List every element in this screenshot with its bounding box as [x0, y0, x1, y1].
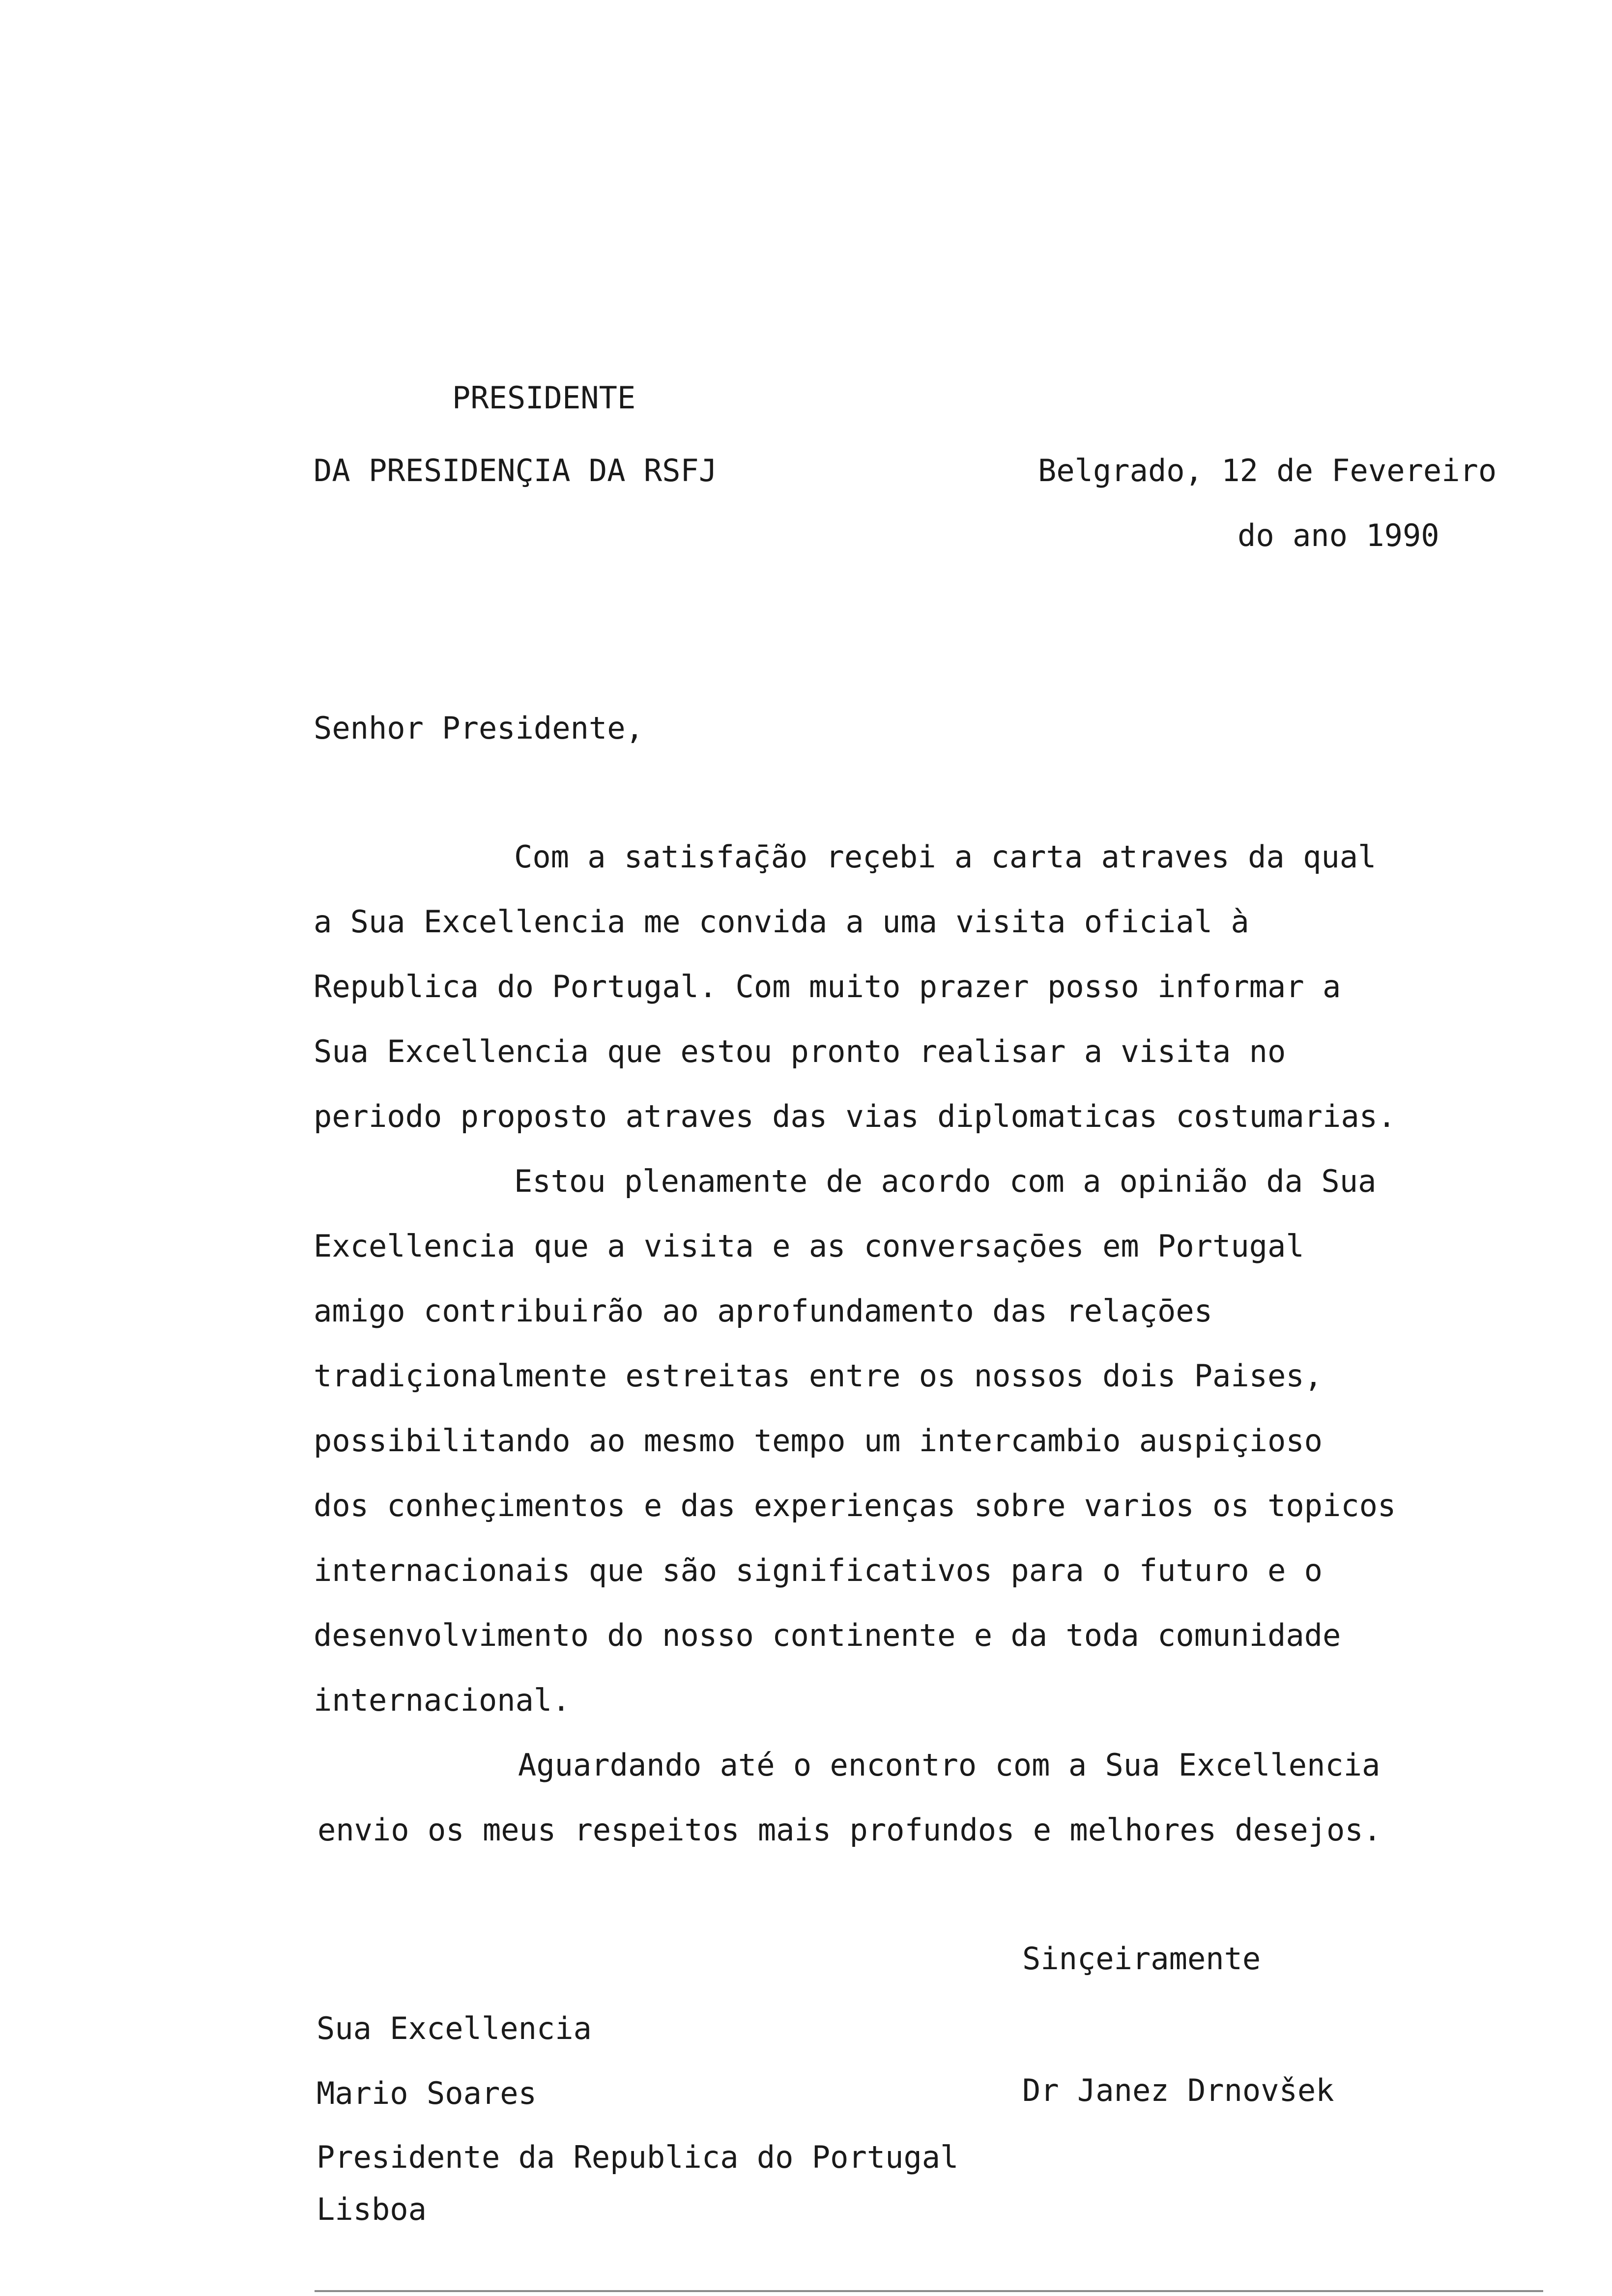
body-line: envio os meus respeitos mais profundos e melhores desejos.: [317, 1812, 1382, 1848]
body-line: amigo contribuirão ao aprofundamento das relaçōes: [314, 1293, 1213, 1329]
page-bottom-rule: [315, 2290, 1543, 2292]
body-line: Excellencia que a visita e as conversaçōes em Portugal: [314, 1228, 1304, 1264]
body-line: tradiçionalmente estreitas entre os nossos dois Paises,: [314, 1358, 1323, 1394]
body-line: dos conheçimentos e das experienças sobre varios os topicos: [314, 1488, 1396, 1523]
body-line: possibilitando ao mesmo tempo um intercambio auspiçioso: [314, 1423, 1323, 1459]
recipient-line-4: Lisboa: [317, 2191, 427, 2227]
signatory-name: Dr Janez Drnovšek: [1022, 2072, 1334, 2108]
date-line-1: Belgrado, 12 de Fevereiro: [1038, 453, 1497, 488]
salutation: Senhor Presidente,: [314, 710, 644, 746]
body-line: desenvolvimento do nosso continente e da toda comunidade: [314, 1617, 1341, 1653]
recipient-line-1: Sua Excellencia: [317, 2010, 592, 2046]
sender-office: DA PRESIDENÇIA DA RSFJ: [314, 453, 718, 488]
recipient-line-3: Presidente da Republica do Portugal: [317, 2139, 959, 2175]
body-line: Republica do Portugal. Com muito prazer posso informar a: [314, 969, 1341, 1004]
body-line: Aguardando até o encontro com a Sua Excellencia: [518, 1747, 1381, 1783]
closing: Sinçeiramente: [1022, 1941, 1261, 1977]
body-line: internacionais que são significativos para o futuro e o: [314, 1552, 1323, 1588]
body-line: Estou plenamente de acordo com a opinião da Sua: [514, 1163, 1377, 1199]
body-line: Com a satisfaç̄ão reçebi a carta atraves da qual: [514, 839, 1377, 875]
body-line: periodo proposto atraves das vias diplomaticas costumarias.: [314, 1098, 1396, 1134]
body-line: a Sua Excellencia me convida a uma visita oficial à: [314, 904, 1249, 940]
body-line: internacional.: [314, 1682, 571, 1718]
recipient-line-2: Mario Soares: [317, 2075, 537, 2111]
date-line-2: do ano 1990: [1238, 517, 1439, 553]
sender-title: PRESIDENTE: [452, 380, 636, 416]
body-line: Sua Excellencia que estou pronto realisar a visita no: [314, 1033, 1286, 1069]
